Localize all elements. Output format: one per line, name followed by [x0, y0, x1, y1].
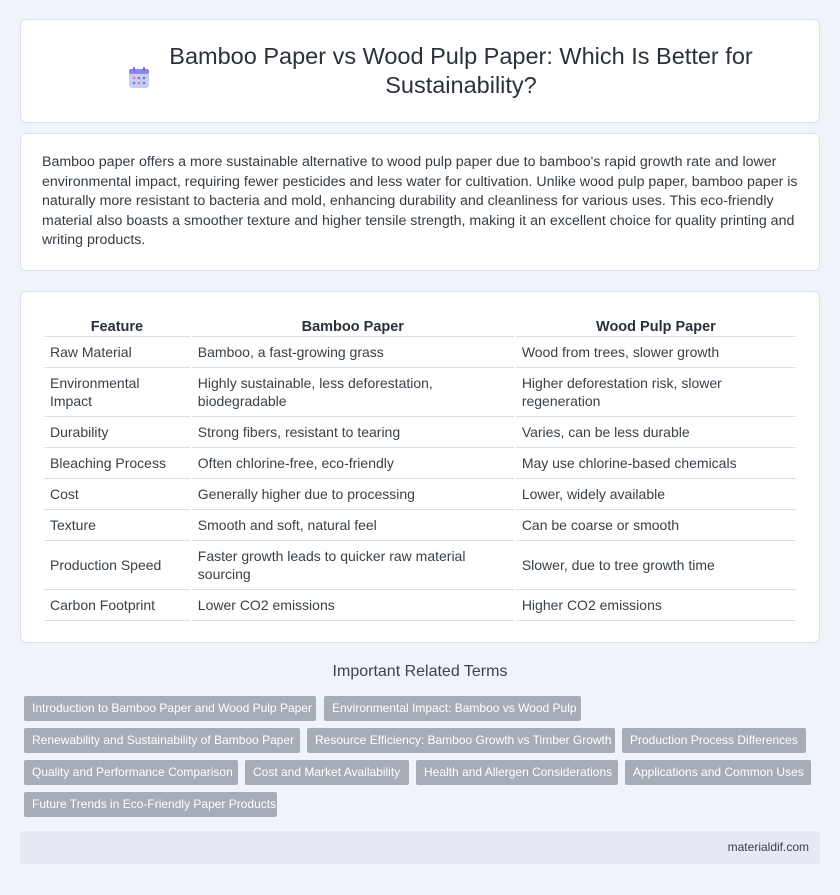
header-wood-pulp-paper: Wood Pulp Paper — [516, 315, 796, 337]
table-row — [44, 368, 796, 417]
comparison-card — [20, 291, 820, 643]
table-row — [44, 448, 796, 479]
table-row — [44, 417, 796, 448]
table-row — [44, 541, 796, 590]
footer — [20, 831, 820, 864]
wood-pulp-cell: Wood from trees, slower growth — [516, 337, 796, 368]
related-term-tag[interactable]: Resource Efficiency: Bamboo Growth vs Timber Growth — [307, 728, 615, 753]
related-term-tag[interactable]: Cost and Market Availability — [245, 760, 409, 785]
header-bamboo-paper: Bamboo Paper — [192, 315, 514, 337]
feature-cell: Durability — [44, 417, 190, 448]
feature-cell: Raw Material — [44, 337, 190, 368]
related-term-tag[interactable]: Renewability and Sustainability of Bamboo Paper — [24, 728, 300, 753]
bamboo-cell: Often chlorine-free, eco-friendly — [192, 448, 514, 479]
related-term-tag[interactable]: Environmental Impact: Bamboo vs Wood Pulp — [324, 696, 581, 721]
table-row — [44, 479, 796, 510]
bamboo-cell: Highly sustainable, less deforestation, biodegradable — [192, 368, 514, 417]
header-feature: Feature — [44, 315, 190, 337]
related-term-tag[interactable]: Health and Allergen Considerations — [416, 760, 618, 785]
feature-cell: Cost — [44, 479, 190, 510]
page-title: Bamboo Paper vs Wood Pulp Paper: Which Is Better for Sustainability? — [169, 43, 753, 98]
wood-pulp-cell: Varies, can be less durable — [516, 417, 796, 448]
bamboo-cell: Smooth and soft, natural feel — [192, 510, 514, 541]
wood-pulp-cell: May use chlorine-based chemicals — [516, 448, 796, 479]
bamboo-cell: Faster growth leads to quicker raw material sourcing — [192, 541, 514, 590]
wood-pulp-cell: Lower, widely available — [516, 479, 796, 510]
table-row — [44, 337, 796, 368]
feature-cell: Bleaching Process — [44, 448, 190, 479]
intro-card — [20, 133, 820, 271]
related-terms-heading: Important Related Terms — [332, 663, 508, 680]
bamboo-cell: Strong fibers, resistant to tearing — [192, 417, 514, 448]
wood-pulp-cell: Higher deforestation risk, slower regeneration — [516, 368, 796, 417]
intro-paragraph: Bamboo paper offers a more sustainable alternative to wood pulp paper due to bamboo's rapid growth rate and lower environmental impact, requiring fewer pesticides and less water for cultivation. Unlike wood pulp paper, bamboo paper is naturally more resistant to bacteria and mold, enhancing durability and cleanliness for various uses. This eco-friendly material also boasts a smoother texture and higher tensile strength, making it an excellent choice for quality printing and writing products. — [42, 154, 798, 248]
feature-cell: Production Speed — [44, 541, 190, 590]
footer-site-link[interactable]: materialdif.com — [727, 840, 809, 854]
wood-pulp-cell: Higher CO2 emissions — [516, 590, 796, 621]
bamboo-cell: Lower CO2 emissions — [192, 590, 514, 621]
related-term-tag[interactable]: Applications and Common Uses — [625, 760, 811, 785]
feature-cell: Carbon Footprint — [44, 590, 190, 621]
related-term-tag[interactable]: Quality and Performance Comparison — [24, 760, 238, 785]
wood-pulp-cell: Can be coarse or smooth — [516, 510, 796, 541]
feature-cell: Texture — [44, 510, 190, 541]
bamboo-cell: Bamboo, a fast-growing grass — [192, 337, 514, 368]
table-row — [44, 590, 796, 621]
comparison-table — [42, 315, 798, 621]
related-term-tag[interactable]: Production Process Differences — [622, 728, 806, 753]
feature-cell: Environmental Impact — [44, 368, 190, 417]
table-row — [44, 510, 796, 541]
title-card — [20, 19, 820, 123]
related-term-tag[interactable]: Introduction to Bamboo Paper and Wood Pulp Paper — [24, 696, 316, 721]
related-term-tag[interactable]: Future Trends in Eco-Friendly Paper Products — [24, 792, 277, 817]
bamboo-cell: Generally higher due to processing — [192, 479, 514, 510]
wood-pulp-cell: Slower, due to tree growth time — [516, 541, 796, 590]
